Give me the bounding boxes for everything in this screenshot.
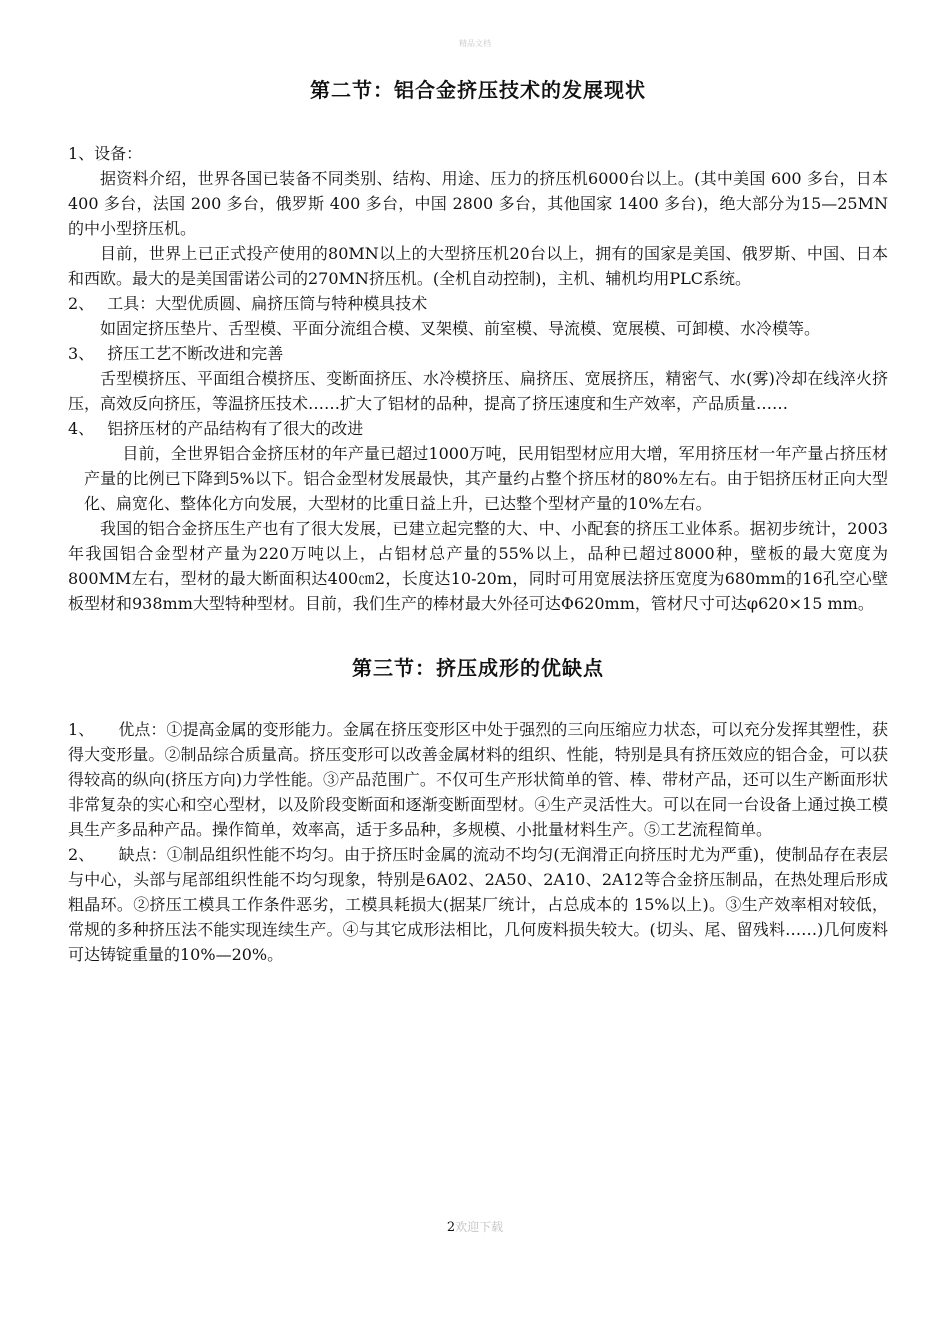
paragraph: 目前，世界上已正式投产使用的80MN以上的大型挤压机20台以上，拥有的国家是美国、俄罗斯、中国、日本和西欧。最大的是美国雷诺公司的270MN挤压机。(全机自动控制)，主机、辅机均用PLC系统。 [68,244,888,288]
item-heading: 2、 工具：大型优质圆、扁挤压筒与特种模具技术 [68,294,428,313]
paragraph: 2、 缺点：①制品组织性能不均匀。由于挤压时金属的流动不均匀(无润滑正向挤压时尤为严重)，使制品存在表层与中心，头部与尾部组织性能不均匀现象，特别是6A02、2A50、2A10、2A12等合金挤压制品，在热处理后形成粗晶环。②挤压工模具工作条件恶劣，工模具耗损大(据某厂统计，占总成本的 15%以上)。③生产效率相对较低，常规的多种挤压法不能实现连续生产。④与其它成形法相比，几何废料损失较大。(切头、尾、留残料……)几何废料可达铸锭重量的10%—20%。 [68,845,888,964]
document-page [68,64,888,967]
section-title: 第三节：挤压成形的优缺点 [352,656,604,680]
item-heading: 3、 挤压工艺不断改进和完善 [68,344,284,363]
paragraph: 据资料介绍，世界各国已装备不同类别、结构、用途、压力的挤压机6000台以上。(其中美国 600 多台，日本 400 多台，法国 200 多台，俄罗斯 400 多台，中国 2800 多台，其他国家 1400 多台)，绝大部分为15—25MN的中小型挤压机。 [68,169,888,238]
page-footer [0,1218,950,1235]
header-watermark: 精品文档 [459,39,491,48]
paragraph: 我国的铝合金挤压生产也有了很大发展，已建立起完整的大、中、小配套的挤压工业体系。据初步统计，2003年我国铝合金型材产量为220万吨以上，占铝材总产量的55%以上，品种已超过8000种，壁板的最大宽度为800MM左右，型材的最大断面积达400㎝2，长度达10-20m，同时可用宽展法挤压宽度为680mm的16孔空心壁板型材和938mm大型特种型材。目前，我们生产的棒材最大外径可达Φ620mm，管材尺寸可达φ620×15 mm。 [68,519,888,613]
paragraph: 舌型模挤压、平面组合模挤压、变断面挤压、水冷模挤压、扁挤压、宽展挤压，精密气、水(雾)冷却在线淬火挤压，高效反向挤压，等温挤压技术……扩大了铝材的品种，提高了挤压速度和生产效率，产品质量…… [68,369,888,413]
item-heading: 1、设备： [68,144,143,163]
item-heading: 4、 铝挤压材的产品结构有了很大的改进 [68,419,364,438]
paragraph: 1、 优点：①提高金属的变形能力。金属在挤压变形区中处于强烈的三向压缩应力状态，可以充分发挥其塑性，获得大变形量。②制品综合质量高。挤压变形可以改善金属材料的组织、性能，特别是具有挤压效应的铝合金，可以获得较高的纵向(挤压方向)力学性能。③产品范围广。不仅可生产形状简单的管、棒、带材产品，还可以生产断面形状非常复杂的实心和空心型材，以及阶段变断面和逐渐变断面型材。④生产灵活性大。可以在同一台设备上通过换工模具生产多品种产品。操作简单，效率高，适于多品种，多规模、小批量材料生产。⑤工艺流程简单。 [68,720,888,839]
download-label: 欢迎下载 [455,1220,504,1234]
page-number: 2 [446,1220,456,1235]
section-title: 第二节：铝合金挤压技术的发展现状 [310,78,646,102]
paragraph: 目前，全世界铝合金挤压材的年产量已超过1000万吨，民用铝型材应用大增，军用挤压材一年产量占挤压材产量的比例已下降到5%以下。铝合金型材发展最快，其产量约占整个挤压材的80%左右。由于铝挤压材正向大型化、扁宽化、整体化方向发展，大型材的比重日益上升，已达整个型材产量的10%左右。 [84,444,888,513]
paragraph: 如固定挤压垫片、舌型模、平面分流组合模、叉架模、前室模、导流模、宽展模、可卸模、水冷模等。 [100,319,821,338]
